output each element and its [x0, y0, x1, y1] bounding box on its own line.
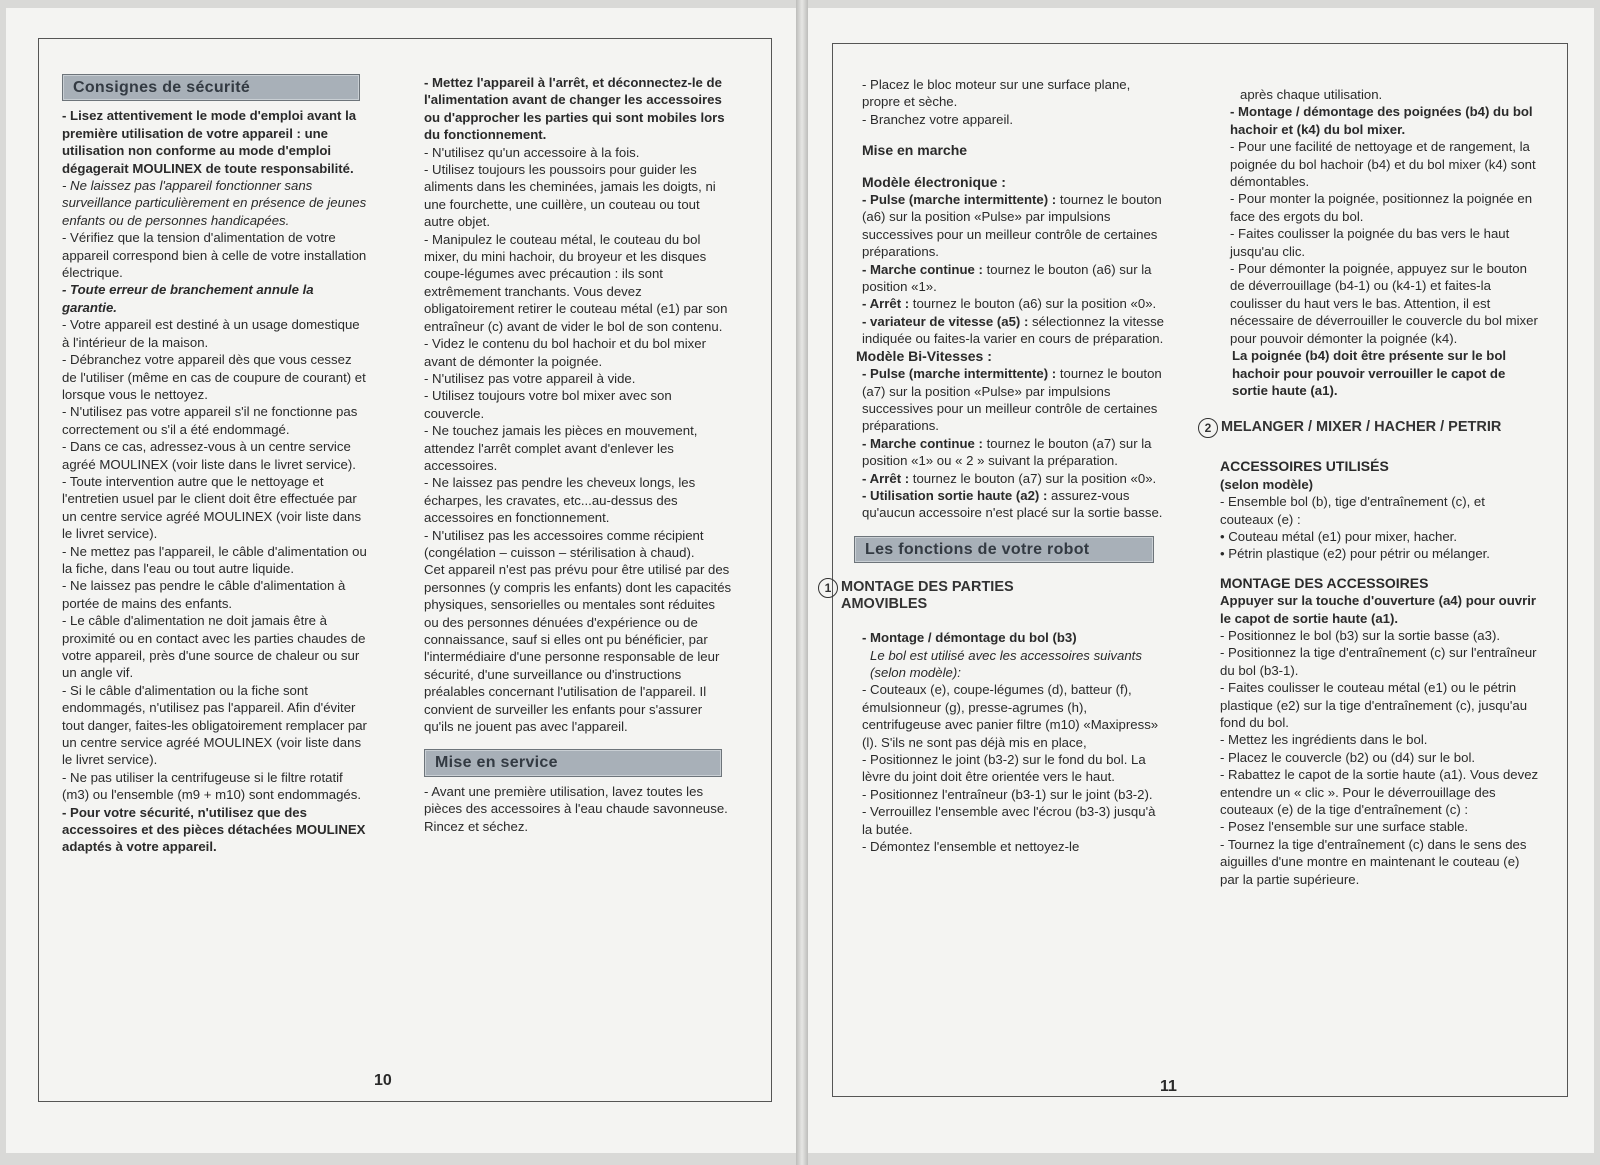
paragraph: - Positionnez le bol (b3) sur la sortie basse (a3). [1220, 627, 1500, 643]
paragraph: - N'utilisez pas votre appareil s'il ne fonctionne pas correctement ou s'il a été endommagé. [62, 404, 358, 437]
instruction-lead: - Pulse (marche intermittente) : [862, 192, 1057, 208]
paragraph: - Pour une facilité de nettoyage et de rangement, la poignée du bol hachoir (b4) et du bol mixer (k4) sont démontables. [1230, 139, 1536, 190]
instruction-text: tournez le bouton (a6) sur la position «1». [862, 261, 1152, 295]
safety-heading: Consignes de sécurité [62, 74, 360, 101]
instruction-item [862, 435, 1168, 470]
paragraph: - Débranchez votre appareil dès que vous cessez de l'utiliser (même en cas de coupure de courant) et lorsque vous le nettoyez. [62, 352, 366, 402]
section-2-number: 2 [1198, 418, 1218, 438]
instruction-lead: - Pulse (marche intermittente) : [862, 366, 1057, 382]
instruction-item [862, 261, 1168, 296]
paragraph: - N'utilisez pas les accessoires comme récipient (congélation – cuisson – stérilisation à chaud). [424, 527, 704, 560]
instruction-lead: - Marche continue : [862, 435, 983, 451]
section-1-number: 1 [818, 578, 838, 598]
right-page [808, 8, 1594, 1153]
instruction-text: tournez le bouton (a7) sur la position «Pulse» par impulsions successives pour un meilleur contrôle de certaines préparations. [862, 366, 1162, 434]
paragraph: - N'utilisez qu'un accessoire à la fois. [424, 144, 640, 160]
paragraph: - Ne pas utiliser la centrifugeuse si le filtre rotatif (m3) ou l'ensemble (m9 + m10) sont endommagés. [62, 769, 361, 803]
paragraph: - Verrouillez l'ensemble avec l'écrou (b3-3) jusqu'à la butée. [862, 804, 1156, 837]
instruction-text: assurez-vous qu'aucun accessoire n'est placé sur la sortie basse. [862, 487, 1163, 521]
instruction-lead: - variateur de vitesse (a5) : [862, 313, 1029, 329]
paragraph: - Le câble d'alimentation ne doit jamais être à proximité ou en contact avec les parties chaudes de votre appareil, près d'une source de chaleur ou sur un angle vif. [62, 613, 366, 681]
paragraph: - Pour démonter la poignée, appuyez sur le bouton de déverrouillage (b4-1) ou (k4-1) et faites-la coulisser du haut vers le bas. Attention, il est nécessaire de déverrouiller le couvercle du bol mixer pour pouvoir démonter la poignée (k4). [1230, 261, 1538, 346]
instruction-text: tournez le bouton (a7) sur la position «0». [909, 470, 1157, 486]
instruction-lead: - Marche continue : [862, 261, 983, 277]
paragraph: - Utilisez toujours les poussoirs pour guider les aliments dans les cheminées, jamais les doigts, ni une fourchette, une cuillère, un couteau ou tout autre objet. [424, 162, 716, 230]
instruction-lead: - Utilisation sortie haute (a2) : [862, 487, 1048, 503]
two-speed-model-heading: Modèle Bi-Vitesses : [856, 347, 992, 364]
setup-heading: Mise en service [424, 749, 722, 776]
paragraph: - Toute intervention autre que le nettoyage et l'entretien usuel par le client doit être effectuée par un centre service agréé MOULINEX (voir liste dans le livret service). [62, 473, 362, 542]
paragraph: - Positionnez la tige d'entraînement (c) sur l'entraîneur du bol (b3-1). [1220, 645, 1537, 678]
paragraph: - Dans ce cas, adressez-vous à un centre service agréé MOULINEX (voir liste dans le livret service). [62, 439, 356, 472]
paragraph: - Démontez l'ensemble et nettoyez-le [862, 839, 1080, 855]
paragraph: - N'utilisez pas votre appareil à vide. [424, 370, 636, 386]
accessories-used-title: ACCESSOIRES UTILISÉS [1220, 458, 1389, 475]
robot-functions-banner: Les fonctions de votre robot [854, 536, 1154, 563]
bowl-assembly-subtitle: Le bol est utilisé avec les accessoires suivants (selon modèle): [870, 647, 1142, 680]
left-column-2 [424, 74, 732, 835]
paragraph: - Ne laissez pas l'appareil fonctionner sans surveillance particulièrement en présence de jeunes enfants ou de personnes handicapées. [62, 178, 367, 228]
paragraph: - Ne laissez pas pendre le câble d'alimentation à portée de mains des enfants. [62, 578, 346, 611]
instruction-item [862, 191, 1168, 261]
handles-title: - Montage / démontage des poignées (b4) du bol hachoir et (k4) du bol mixer. [1230, 104, 1533, 137]
page-number-left: 10 [374, 1072, 392, 1089]
paragraph: - Placez le couvercle (b2) ou (d4) sur le bol. [1220, 749, 1476, 765]
after-use-text: après chaque utilisation. [1240, 87, 1383, 102]
handles-warning: La poignée (b4) doit être présente sur le bol hachoir pour pouvoir verrouiller le capot de sortie haute (a1). [1232, 348, 1507, 398]
paragraph: - Pour votre sécurité, n'utilisez que des accessoires et des pièces détachées MOULINEX adaptés à votre appareil. [62, 804, 366, 855]
instruction-item [862, 487, 1168, 522]
instruction-text: tournez le bouton (a6) sur la position «0». [909, 296, 1157, 312]
right-column-1 [824, 76, 1168, 855]
assembly-intro: Appuyer sur la touche d'ouverture (a4) pour ouvrir le capot de sortie haute (a1). [1220, 593, 1537, 626]
section-2-heading [1198, 419, 1540, 438]
section-2-title: MELANGER / MIXER / HACHER / PETRIR [1221, 419, 1502, 436]
instruction-lead: - Arrêt : [862, 296, 910, 312]
paragraph: - Manipulez le couteau métal, le couteau du bol mixer, du mini hachoir, du broyeur et les disques coupe-légumes avec précaution : ils sont extrêmement tranchants. Vous devez obligatoirement retirer le couteau métal (e1) par son entraîneur (c) avant de vider le bol de son contenu. [424, 231, 728, 334]
accessories-used-subtitle: (selon modèle) [1220, 476, 1314, 492]
paragraph: - Rabattez le capot de la sortie haute (a1). Vous devez entendre un « clic ». Pour le déverrouillage des couteaux (e) de la tige d'entraînement (c) : [1220, 767, 1539, 818]
paragraph: - Placez le bloc moteur sur une surface plane, propre et sèche. [862, 77, 1131, 110]
instruction-item [862, 470, 1168, 487]
paragraph: - Vérifiez que la tension d'alimentation de votre appareil correspond bien à celle de votre installation électrique. [62, 230, 367, 281]
paragraph: - Couteaux (e), coupe-légumes (d), batteur (f), émulsionneur (g), presse-agrumes (h), centrifugeuse avec panier filtre (m10) «Maxipress» (l). S'ils ne sont pas déjà mis en place, [862, 682, 1159, 750]
paragraph: - Ne mettez pas l'appareil, le câble d'alimentation ou la fiche, dans l'eau ou tout autre liquide. [62, 543, 367, 576]
paragraph: • Couteau métal (e1) pour mixer, hacher. [1220, 528, 1457, 544]
paragraph: - Videz le contenu du bol hachoir et du bol mixer avant de démonter la poignée. [424, 336, 706, 369]
assembly-title: MONTAGE DES ACCESSOIRES [1220, 574, 1429, 591]
left-page [6, 8, 796, 1153]
paragraph: Cet appareil n'est pas prévu pour être utilisé par des personnes (y compris les enfants) dont les capacités physiques, sensorielles ou mentales sont réduites ou des personnes dénuées d'expérience ou de connaissance, sauf si elles ont pu bénéficier, par l'intermédiaire d'une personne responsable de leur sécurité, d'une surveillance ou d'instructions préalables concernant l'utilisation de l'appareil. Il convient de surveiller les enfants pour s'assurer qu'ils ne jouent pas avec l'appareil. [424, 562, 732, 735]
right-column-2 [1204, 86, 1540, 888]
paragraph: - Mettez les ingrédients dans le bol. [1220, 732, 1428, 748]
start-heading: Mise en marche [862, 142, 968, 159]
paragraph: - Tournez la tige d'entraînement (c) dans le sens des aiguilles d'une montre en maintenant le couteau (e) par la partie supérieure. [1220, 836, 1527, 887]
instruction-text: tournez le bouton (a7) sur la position «1» ou « 2 » suivant la préparation. [862, 435, 1152, 469]
paragraph: - Ne touchez jamais les pièces en mouvement, attendez l'arrêt complet avant d'enlever les accessoires. [424, 423, 698, 473]
paragraph: - Posez l'ensemble sur une surface stable. [1220, 819, 1469, 835]
paragraph: - Positionnez l'entraîneur (b3-1) sur le joint (b3-2). [862, 786, 1153, 802]
book-gutter [796, 0, 808, 1165]
paragraph: - Votre appareil est destiné à un usage domestique à l'intérieur de la maison. [62, 317, 360, 350]
paragraph: - Ne laissez pas pendre les cheveux longs, les écharpes, les cravates, etc...au-dessus des accessoires en fonctionnement. [424, 475, 696, 526]
instruction-item [862, 365, 1168, 435]
paragraph: - Lisez attentivement le mode d'emploi avant la première utilisation de votre appareil : une utilisation non conforme au mode d'emploi dégagerait MOULINEX de toute responsabilité. [62, 108, 357, 176]
paragraph: - Faites coulisser la poignée du bas vers le haut jusqu'au clic. [1230, 226, 1510, 259]
paragraph: - Mettez l'appareil à l'arrêt, et déconnectez-le de l'alimentation avant de changer les accessoires ou d'approcher les parties qui sont mobiles lors du fonctionnement. [424, 75, 725, 143]
instruction-text: sélectionnez la vitesse indiquée ou faites-la varier en cours de préparation. [862, 313, 1165, 347]
section-1-heading [818, 579, 1168, 613]
paragraph: - Faites coulisser le couteau métal (e1) ou le pétrin plastique (e2) sur la tige d'entraînement (c), jusqu'au fond du bol. [1220, 680, 1528, 730]
instruction-item [862, 313, 1168, 348]
paragraph: - Si le câble d'alimentation ou la fiche sont endommagés, n'utilisez pas l'appareil. Afin d'éviter tout danger, faites-les obligatoirement remplacer par un centre service agréé MOULINEX (voir liste dans le livret service). [62, 682, 367, 768]
instruction-item [862, 295, 1168, 312]
electronic-model-heading: Modèle électronique : [862, 173, 1006, 190]
instruction-lead: - Arrêt : [862, 470, 910, 486]
section-1-title: MONTAGE DES PARTIES AMOVIBLES [841, 579, 1014, 613]
bowl-assembly-title: - Montage / démontage du bol (b3) [862, 630, 1077, 646]
paragraph: - Toute erreur de branchement annule la garantie. [62, 282, 314, 315]
paragraph: - Branchez votre appareil. [862, 111, 1013, 127]
paragraph: • Pétrin plastique (e2) pour pétrir ou mélanger. [1220, 546, 1490, 562]
paragraph: - Ensemble bol (b), tige d'entraînement (c), et couteaux (e) : [1220, 494, 1485, 527]
page-number-right: 11 [1160, 1078, 1177, 1095]
paragraph: - Pour monter la poignée, positionnez la poignée en face des ergots du bol. [1230, 191, 1533, 224]
paragraph: - Positionnez le joint (b3-2) sur le fond du bol. La lèvre du joint doit être orientée vers le haut. [862, 752, 1146, 785]
paragraph: - Utilisez toujours votre bol mixer avec son couvercle. [424, 388, 672, 421]
paragraph: - Avant une première utilisation, lavez toutes les pièces des accessoires à l'eau chaude savonneuse. Rincez et séchez. [424, 783, 728, 834]
instruction-text: tournez le bouton (a6) sur la position «Pulse» par impulsions successives pour un meilleur contrôle de certaines préparations. [862, 192, 1162, 260]
left-column-1 [62, 74, 368, 856]
